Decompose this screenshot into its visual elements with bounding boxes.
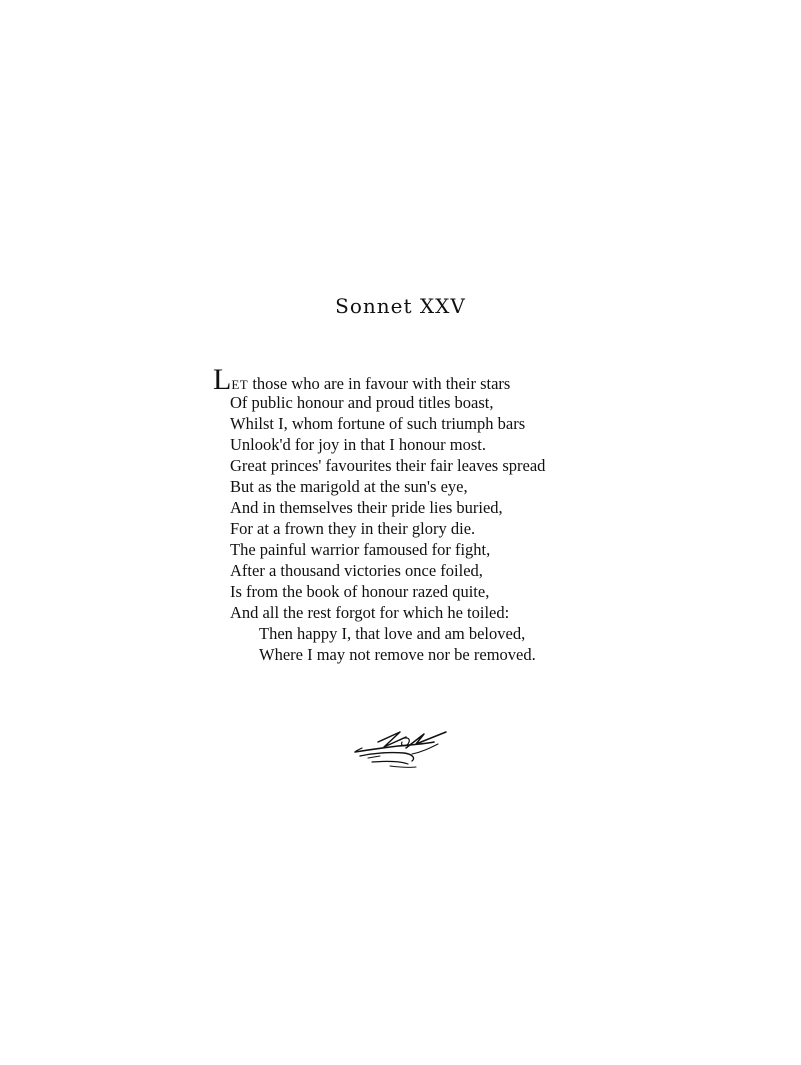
first-line-text: those who are in favour with their stars	[248, 374, 511, 393]
poem-line: But as the marigold at the sun's eye,	[230, 477, 468, 496]
poem-line: Unlook'd for joy in that I honour most.	[230, 435, 486, 454]
poem-first-line	[213, 363, 633, 396]
poem-line: Whilst I, whom fortune of such triumph bars	[230, 414, 526, 433]
poem-title: Sonnet XXV	[335, 294, 466, 318]
poem-line: The painful warrior famoused for fight,	[230, 540, 491, 559]
couplet-line: Where I may not remove nor be removed.	[259, 645, 536, 664]
couplet-line: Then happy I, that love and am beloved,	[259, 624, 526, 643]
poem-line: Great princes' favourites their fair leaves spread	[230, 456, 546, 475]
poem-line: Of public honour and proud titles boast,	[230, 393, 494, 412]
poem-line: For at a frown they in their glory die.	[230, 519, 476, 538]
poem-body	[213, 363, 633, 665]
poem-line: And all the rest forgot for which he toiled:	[230, 603, 510, 622]
flourish-ornament-icon	[350, 728, 450, 770]
poem-line: Is from the book of honour razed quite,	[230, 582, 490, 601]
poem-line: After a thousand victories once foiled,	[230, 561, 483, 580]
small-caps-word: ET	[231, 377, 249, 392]
poem-line: And in themselves their pride lies buried,	[230, 498, 503, 517]
drop-cap: L	[213, 363, 232, 396]
